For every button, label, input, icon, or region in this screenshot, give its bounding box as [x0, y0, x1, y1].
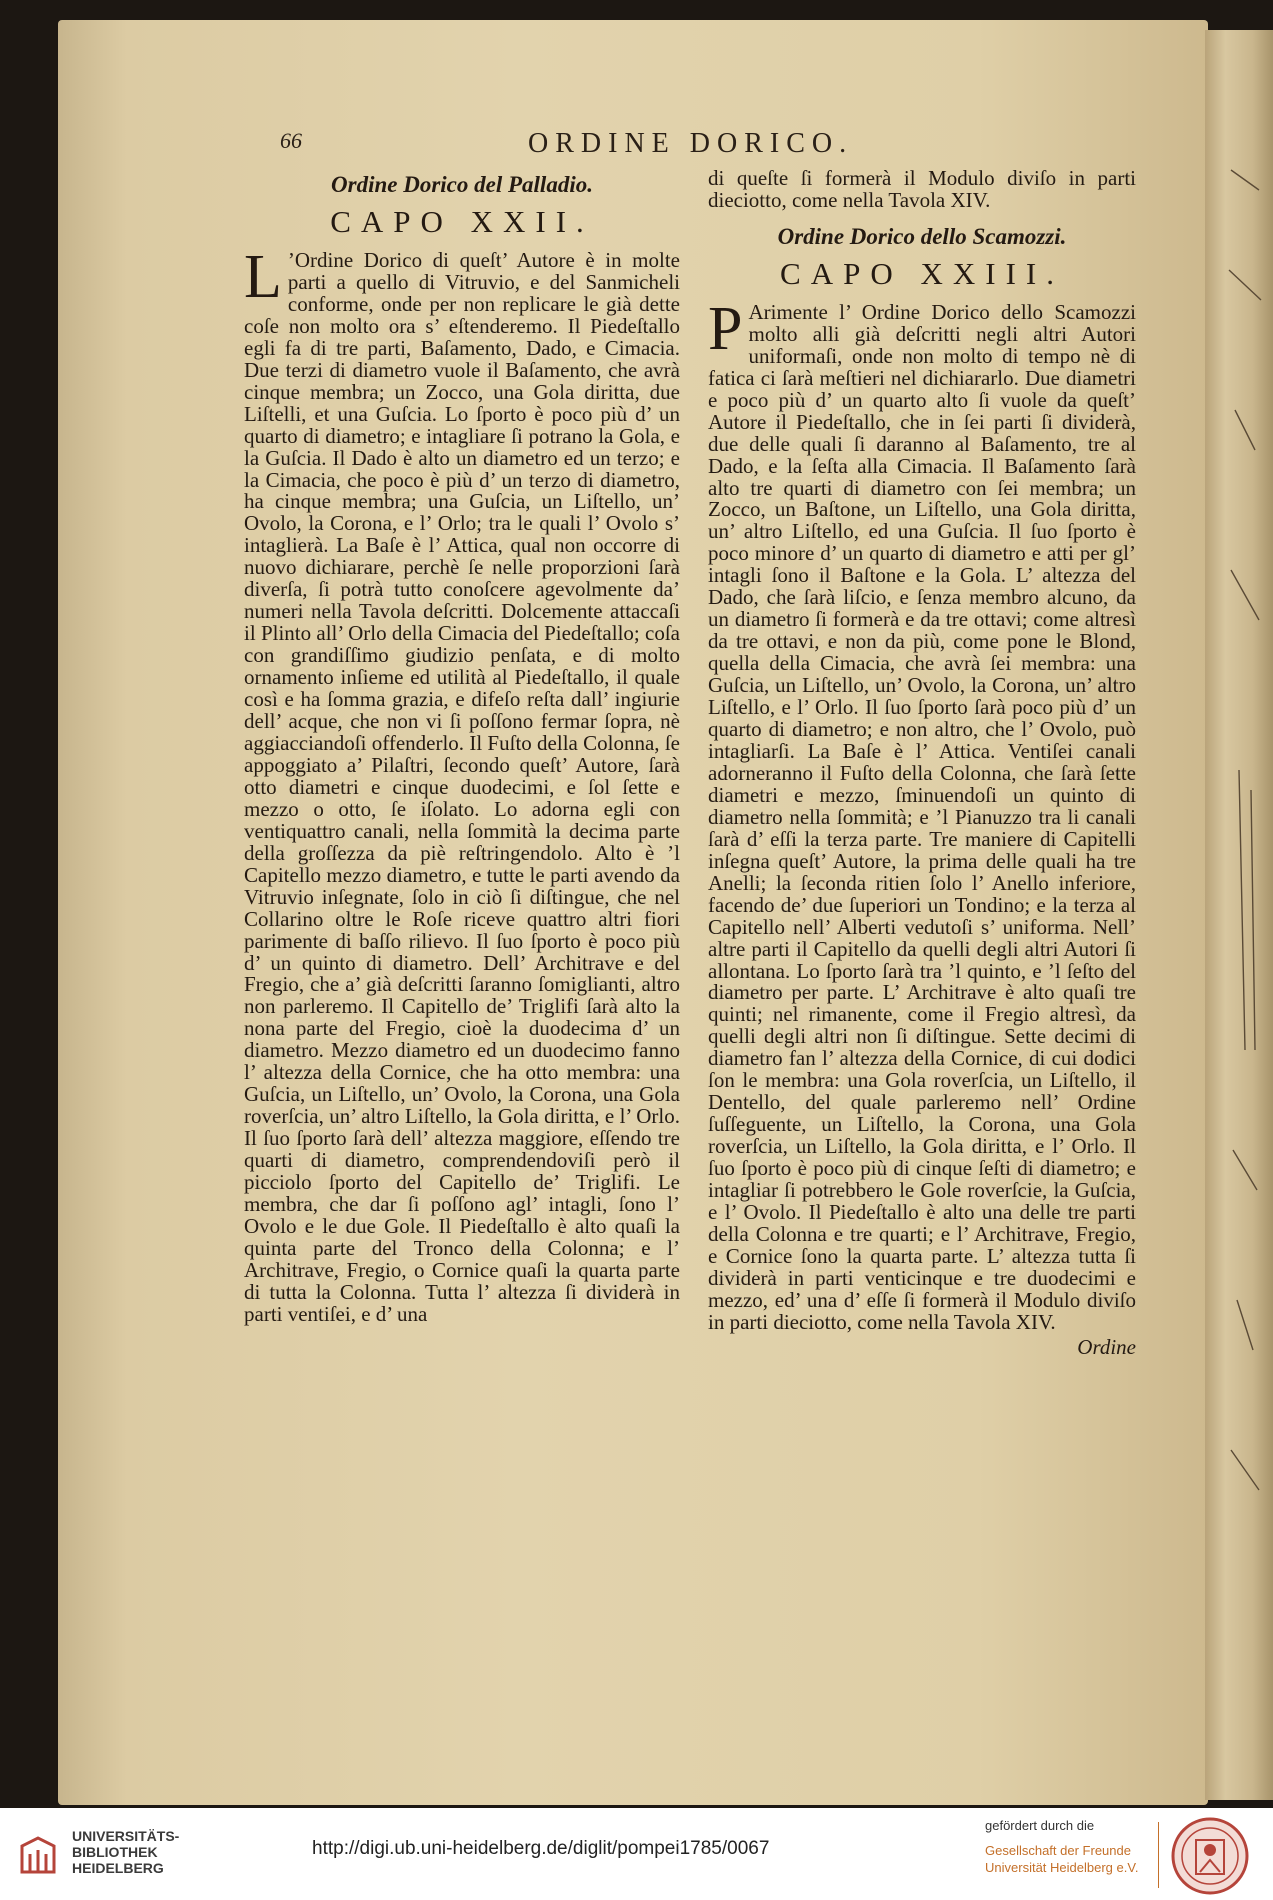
right-body-text [708, 294, 1136, 1334]
left-drop-cap: L [244, 243, 282, 311]
sponsor-name-line: Universität Heidelberg e.V. [985, 1860, 1139, 1875]
permalink-url[interactable]: http://digi.ub.uni-heidelberg.de/diglit/pompei1785/0067 [312, 1838, 770, 1859]
sponsor-name [985, 1842, 1138, 1876]
library-name-line: BIBLIOTHEK [72, 1844, 158, 1860]
right-paragraph: Arimente l’ Ordine Dorico dello Scamozzi molto alli già deſcritti negli altri Autori uniformaſi, onde non molto di tempo nè di fatica ci ſarà meſtieri nel dichiararlo. Due diametri e poco più d’ un quarto alto ſi vuole da queſt’ Autore il Piedeſtallo, che in ſei parti ſi dividerà, due delle quali ſi daranno al Baſamento, tre al Dado, e la ſeſta alla Cimacia. Il Baſamento ſarà alto tre quarti di diametro con ſei membra; un Zocco, un Baſtone, un Liſtello, una Gola diritta, un’ altro Liſtello, ed una Guſcia. Il ſuo ſporto è poco minore d’ un quarto di diametro e atti per gl’ intagli ſono il Baſtone e la Gola. L’ altezza del Dado, che ſarà liſcio, e ſenza membro alcuno, da un diametro ſi formerà e da tre ottavi; come altresì da tre ottavi, e non da più, come pone le Blond, quella della Cimacia, che avrà ſei membra: una Guſcia, un Liſtello, un’ Ovolo, la Corona, un’ altro Liſtello, e l’ Orlo. Il ſuo ſporto ſarà poco più d’ un quarto di diametro; e non altro, che l’ Ovolo, può intagliarſi. La Baſe è l’ Attica. Ventiſei canali adorneranno il Fuſto della Colonna, che ſarà ſette diametri e mezzo, ſminuendoſi un quinto di diametro nella ſommità; e ’l Pianuzzo tra li canali ſarà d’ eſſi la terza parte. Tre maniere di Capitelli inſegna queſt’ Autore, la prima delle quali ha tre Anelli; la ſeconda ritien ſolo l’ Anello inferiore, facendo de’ due ſuperiori un Tondino; e la terza al Capitello nell’ Alberti vedutoſi s’ uniforma. Nell’ altre parti il Capitello da quelli degli altri Autori ſi allontana. Lo ſporto ſarà tra ’l quinto, e ’l ſeſto del diametro per parte. L’ Architrave è alto quaſi tre quinti; nel rimanente, come il Fregio altresì, da quelli degli altri non ſi diſtingue. Sette decimi di diametro fan l’ altezza della Cornice, di cui dodici ſon le membra: una Gola roverſcia, un Liſtello, il Dentello, del quale parleremo nell’ Ordine ſuſſeguente, un Liſtello, la Corona, una Gola roverſcia, un Liſtello, la Gola diritta, e l’ Orlo. Il ſuo ſporto è poco più di cinque ſeſti di diametro; e intagliar ſi potrebbero le Gole roverſcie, la Guſcia, e l’ Ovolo. Il Piedeſtallo è alto una delle tre parti della Colonna e tre quarti; e l’ Architrave, Fregio, e Cornice ſono la quarta parte. L’ altezza tutta ſi dividerà in parti venticinque e tre duodecimi e mezzo, ed’ una d’ eſſe ſi formerà il Modulo diviſo in parti dieciotto, come nella Tavola XIV. [708, 299, 1136, 1334]
library-name-line: HEIDELBERG [72, 1860, 164, 1876]
university-seal-icon [1170, 1816, 1250, 1896]
left-body-text [244, 243, 680, 1326]
right-subtitle: Ordine Dorico dello Scamozzi. [777, 223, 1067, 249]
right-lead-text: di queſte ſi formerà il Modulo diviſo in parti dieciotto, come nella Tavola XIV. [708, 166, 1136, 212]
right-column [708, 168, 1136, 1358]
running-head-title: ORDINE DORICO. [528, 128, 854, 159]
sponsored-by-label: gefördert durch die [985, 1818, 1095, 1833]
library-name [72, 1828, 179, 1876]
page-number: 66 [280, 128, 302, 153]
foldout-handwriting-marks [1225, 150, 1265, 1650]
left-chapter-heading: CAPO XXII. [330, 204, 594, 239]
library-name-line: UNIVERSITÄTS- [72, 1828, 180, 1844]
footer-divider [1158, 1822, 1159, 1888]
university-library-logo-icon [14, 1832, 62, 1880]
catchword: Ordine [1077, 1334, 1136, 1359]
right-chapter-heading: CAPO XXIII. [780, 255, 1064, 291]
left-column [244, 168, 680, 1326]
left-subtitle: Ordine Dorico del Palladio. [331, 172, 593, 197]
digitization-footer [0, 1808, 1273, 1900]
right-drop-cap: P [708, 294, 743, 363]
running-header [280, 128, 920, 160]
sponsor-name-line: Gesellschaft der Freunde [985, 1843, 1131, 1858]
left-paragraph: ’Ordine Dorico di queſt’ Autore è in molte parti a quello di Vitruvio, e del Sanmicheli conforme, onde per non replicare le già dette coſe non molto ora s’ eſtenderemo. Il Piedeſtallo egli fa di tre parti, Baſamento, Dado, e Cimacia. Due terzi di diametro vuole il Baſamento, che avrà cinque membra; un Zocco, una Gola diritta, due Liſtelli, et una Guſcia. Lo ſporto è poco più d’ un quarto di diametro; e intagliare ſi potrano la Gola, e la Guſcia. Il Dado è alto un diametro ed un terzo; e la Cimacia, che poco è più d’ un terzo di diametro, ha cinque membra; una Guſcia, un Liſtello, un’ Ovolo, la Corona, e l’ Orlo; tra le quali l’ Ovolo s’ intaglierà. La Baſe è l’ Attica, qual non occorre di nuovo dichiarare, perchè ſe nelle proporzioni ſarà diverſa, ſi potrà tutto conoſcere agevolmente da’ numeri nella Tavola deſcritti. Dolcemente attaccaſi il Plinto all’ Orlo della Cimacia del Piedeſtallo; coſa con grandiſſimo giudizio penſata, e di molto ornamento inſieme ed utilità al Piedeſtallo, il quale così e ha ſomma grazia, e difeſo reſta dall’ ingiurie dell’ acque, che non vi ſi poſſono fermar ſopra, nè aggiacciandoſi offenderlo. Il Fuſto della Colonna, ſe appoggiato a’ Pilaſtri, ſecondo queſt’ Autore, ſarà otto diametri e cinque duodecimi, e ſol ſette e mezzo o otto, ſe iſolato. Lo adorna egli con ventiquattro canali, nella ſommità la decima parte della groſſezza da piè reſtringendolo. Alto è ’l Capitello mezzo diametro, e tutte le parti avendo da Vitruvio inſegnate, ſolo in ciò ſi diſtingue, che nel Collarino oltre le Roſe riceve quattro altri fiori parimente di baſſo rilievo. Il ſuo ſporto è poco più d’ un quinto di diametro. Dell’ Architrave e del Fregio, che a’ già deſcritti ſaranno ſomiglianti, altro non parleremo. Il Capitello de’ Triglifi ſarà alto la nona parte del Fregio, cioè la duodecima d’ un diametro. Mezzo diametro ed un duodecimo fanno l’ altezza della Cornice, che ha otto membra: una Guſcia, un Liſtello, un’ Ovolo, la Corona, una Gola roverſcia, un’ altro Liſtello, la Gola diritta, e l’ Orlo. Il ſuo ſporto ſarà dell’ altezza maggiore, eſſendo tre quarti di diametro, comprendendoviſi però il picciolo ſporto del Capitello de’ Triglifi. Le membra, che dar ſi poſſono agl’ intagli, ſono l’ Ovolo e le due Gole. Il Piedeſtallo è alto quaſi la quinta parte del Tronco della Colonna; e l’ Architrave, Fregio, o Cornice quaſi la quarta parte di tutta la Colonna. Tutta l’ altezza ſi dividerà in parti ventiſei, e d’ una [244, 248, 680, 1326]
